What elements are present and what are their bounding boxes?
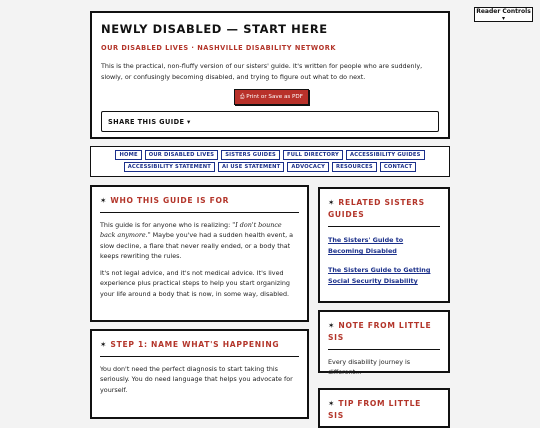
section-heading xyxy=(328,197,440,227)
paragraph: It's not legal advice, and it's not medical advice. It's lived experience plus practical steps to help you start organizing your life around a body that is now, in some way, disabled. xyxy=(100,269,290,298)
section-title: RELATED SISTERS GUIDES xyxy=(328,198,425,219)
nav-accessibility-guides[interactable]: ACCESSIBILITY GUIDES xyxy=(346,150,425,160)
section-title: STEP 1: NAME WHAT'S HAPPENING xyxy=(110,340,280,349)
reader-controls-button[interactable]: Reader Controls ▾ xyxy=(474,7,533,22)
share-guide-dropdown[interactable]: SHARE THIS GUIDE ▾ xyxy=(101,111,439,132)
star-icon: ✶ xyxy=(100,340,108,349)
paragraph: Every disability journey is different... xyxy=(328,358,411,377)
nav-resources[interactable]: RESOURCES xyxy=(332,162,377,172)
note-from-little-sis xyxy=(318,310,450,377)
star-icon: ✶ xyxy=(100,196,108,205)
site-navigation xyxy=(90,146,450,177)
related-guides-sidebar xyxy=(318,187,450,303)
star-icon: ✶ xyxy=(328,198,336,207)
nav-sisters-guides[interactable]: SISTERS GUIDES xyxy=(221,150,280,160)
intro-text: This is the practical, non-fluffy version of our sisters' guide. It's written for people who are suddenly, slowly, or confusingly becoming disabled, and trying to figure out what to do next. xyxy=(101,62,423,81)
paragraph: You don't need the perfect diagnosis to start taking this seriously. You do need language that helps you advocate for yourself. xyxy=(100,365,293,394)
print-pdf-button[interactable]: ⎙ Print or Save as PDF xyxy=(234,89,309,105)
section-title: TIP FROM LITTLE SIS xyxy=(328,399,422,420)
page-title: NEWLY DISABLED — START HERE xyxy=(101,22,328,36)
nav-advocacy[interactable]: ADVOCACY xyxy=(287,162,329,172)
nav-accessibility-statement[interactable]: ACCESSIBILITY STATEMENT xyxy=(124,162,215,172)
emphasis-quote: "I don't bounce back anymore." xyxy=(100,221,282,240)
star-icon: ✶ xyxy=(328,321,336,330)
section-title: WHO THIS GUIDE IS FOR xyxy=(110,196,230,205)
tip-from-little-sis xyxy=(318,388,450,428)
related-link-becoming-disabled[interactable]: The Sisters' Guide to Becoming Disabled xyxy=(328,236,404,255)
related-link-social-security[interactable]: The Sisters Guide to Getting Social Security Disability xyxy=(328,266,431,285)
paragraph: This guide is for anyone who is realizing: "I don't bounce back anymore." Maybe you've had a sudden health event, a slow decline, a flare that never really ended, or a body that keeps rewriting the rules. xyxy=(100,221,294,260)
nav-our-disabled-lives[interactable]: OUR DISABLED LIVES xyxy=(145,150,218,160)
nav-home[interactable]: HOME xyxy=(115,150,141,160)
nav-ai-use-statement[interactable]: AI USE STATEMENT xyxy=(218,162,284,172)
header-card xyxy=(90,11,450,139)
nav-full-directory[interactable]: FULL DIRECTORY xyxy=(283,150,343,160)
nav-contact[interactable]: CONTACT xyxy=(380,162,416,172)
page-subtitle: OUR DISABLED LIVES · NASHVILLE DISABILITY NETWORK xyxy=(101,44,336,52)
star-icon: ✶ xyxy=(328,399,336,408)
section-heading xyxy=(328,398,440,428)
section-title: NOTE FROM LITTLE SIS xyxy=(328,321,432,342)
who-this-guide-is-for-section xyxy=(90,185,309,322)
section-heading xyxy=(328,320,440,350)
step-1-section xyxy=(90,329,309,419)
section-heading xyxy=(100,195,299,213)
section-heading xyxy=(100,339,299,357)
